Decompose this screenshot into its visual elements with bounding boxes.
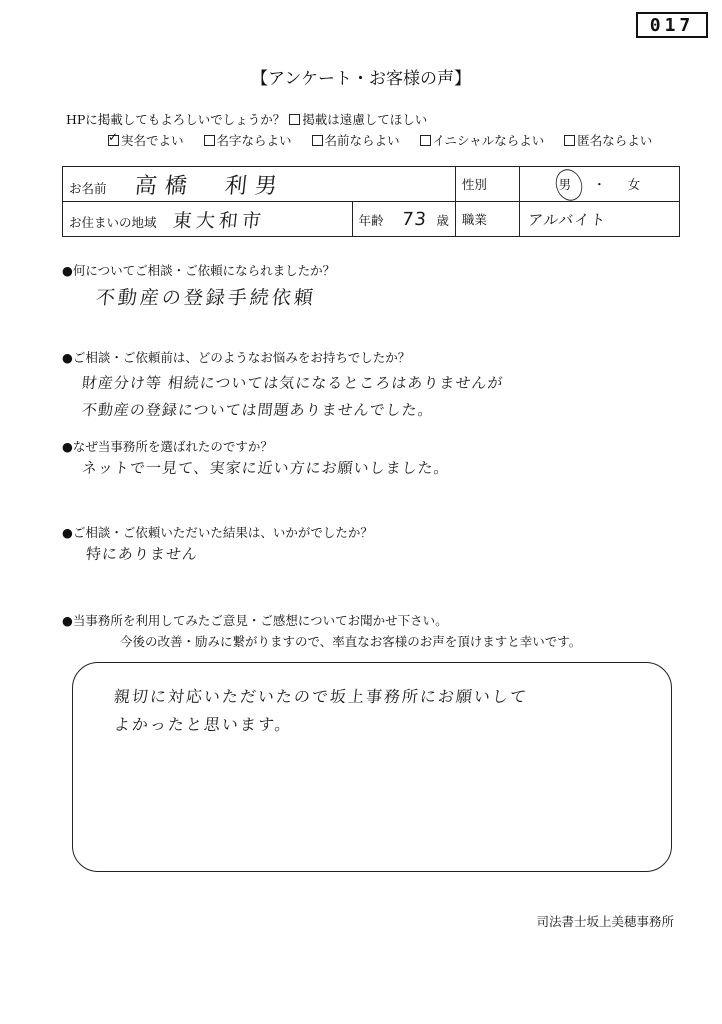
age-unit: 歳 — [436, 212, 449, 228]
respondent-info-table — [62, 166, 680, 237]
answer-1-line-1[interactable]: 不動産の登録手続依頼 — [94, 287, 318, 309]
gender-separator: ・ — [593, 177, 606, 192]
option-label-surname: 名字ならよい — [216, 133, 292, 148]
answer-2-line-2[interactable]: 不動産の登録については問題ありませんでした。 — [81, 401, 435, 419]
option-label-anonymous: 匿名ならよい — [577, 133, 653, 148]
hp-consent-question-row — [66, 110, 427, 128]
office-name: 司法書士坂上美穂事務所 — [536, 914, 674, 929]
name-value[interactable]: 高橋 利男 — [132, 173, 286, 199]
comment-question: ●当事務所を利用してみたご意見・ご感想についてお聞かせ下さい。 — [62, 613, 448, 628]
hp-consent-options — [108, 131, 668, 149]
given-name-checkbox[interactable] — [312, 135, 323, 146]
decline-checkbox[interactable] — [289, 114, 300, 125]
question-3: ●なぜ当事務所を選ばれたのですか？ — [62, 439, 273, 454]
gender-label: 性別 — [461, 177, 487, 192]
option-label-real-name: 実名でよい — [121, 133, 184, 148]
hp-consent-question: HPに掲載してもよろしいでしょうか？ — [66, 112, 286, 127]
comment-answer-line-2[interactable]: よかったと思います。 — [112, 715, 294, 734]
serial-number: 017 — [636, 12, 708, 38]
question-1: ●何についてご相談・ご依頼になられましたか？ — [62, 263, 336, 278]
age-value[interactable]: 73 — [400, 208, 428, 230]
gender-selection-circle — [551, 166, 586, 205]
age-label: 年齢 — [358, 212, 384, 228]
comment-answer-line-1[interactable]: 親切に対応いただいたので坂上事務所にお願いして — [112, 687, 529, 706]
gender-female[interactable]: 女 — [627, 177, 641, 192]
comment-subtext: 今後の改善・励みに繋がりますので、率直なお客様のお声を頂けますと幸いです。 — [120, 634, 582, 649]
anonymous-checkbox[interactable] — [564, 135, 575, 146]
option-label-given-name: 名前ならよい — [324, 133, 400, 148]
area-value[interactable]: 東大和市 — [171, 209, 266, 232]
answer-4-line-1[interactable]: 特にありません — [85, 545, 199, 563]
question-2: ●ご相談・ご依頼前は、どのようなお悩みをお持ちでしたか？ — [62, 350, 411, 365]
job-label: 職業 — [461, 212, 487, 227]
initials-checkbox[interactable] — [420, 135, 431, 146]
answer-2-line-1[interactable]: 財産分け等 相続については気になるところはありませんが — [81, 374, 505, 392]
question-4: ●ご相談・ご依頼いただいた結果は、いかがでしたか？ — [62, 525, 373, 540]
area-label: お住まいの地域 — [69, 214, 157, 230]
job-value[interactable]: アルバイト — [526, 210, 608, 229]
surname-checkbox[interactable] — [204, 135, 215, 146]
real-name-checkbox[interactable] — [108, 135, 119, 146]
name-label: お名前 — [69, 180, 107, 196]
survey-title: 【アンケート・お客様の声】 — [251, 69, 471, 89]
gender-male[interactable]: 男 — [558, 177, 572, 192]
option-label-initials: イニシャルならよい — [432, 133, 545, 148]
decline-option-label: 掲載は遠慮してほしい — [302, 112, 428, 127]
answer-3-line-1[interactable]: ネットで一見て、実家に近い方にお願いしました。 — [81, 459, 451, 477]
